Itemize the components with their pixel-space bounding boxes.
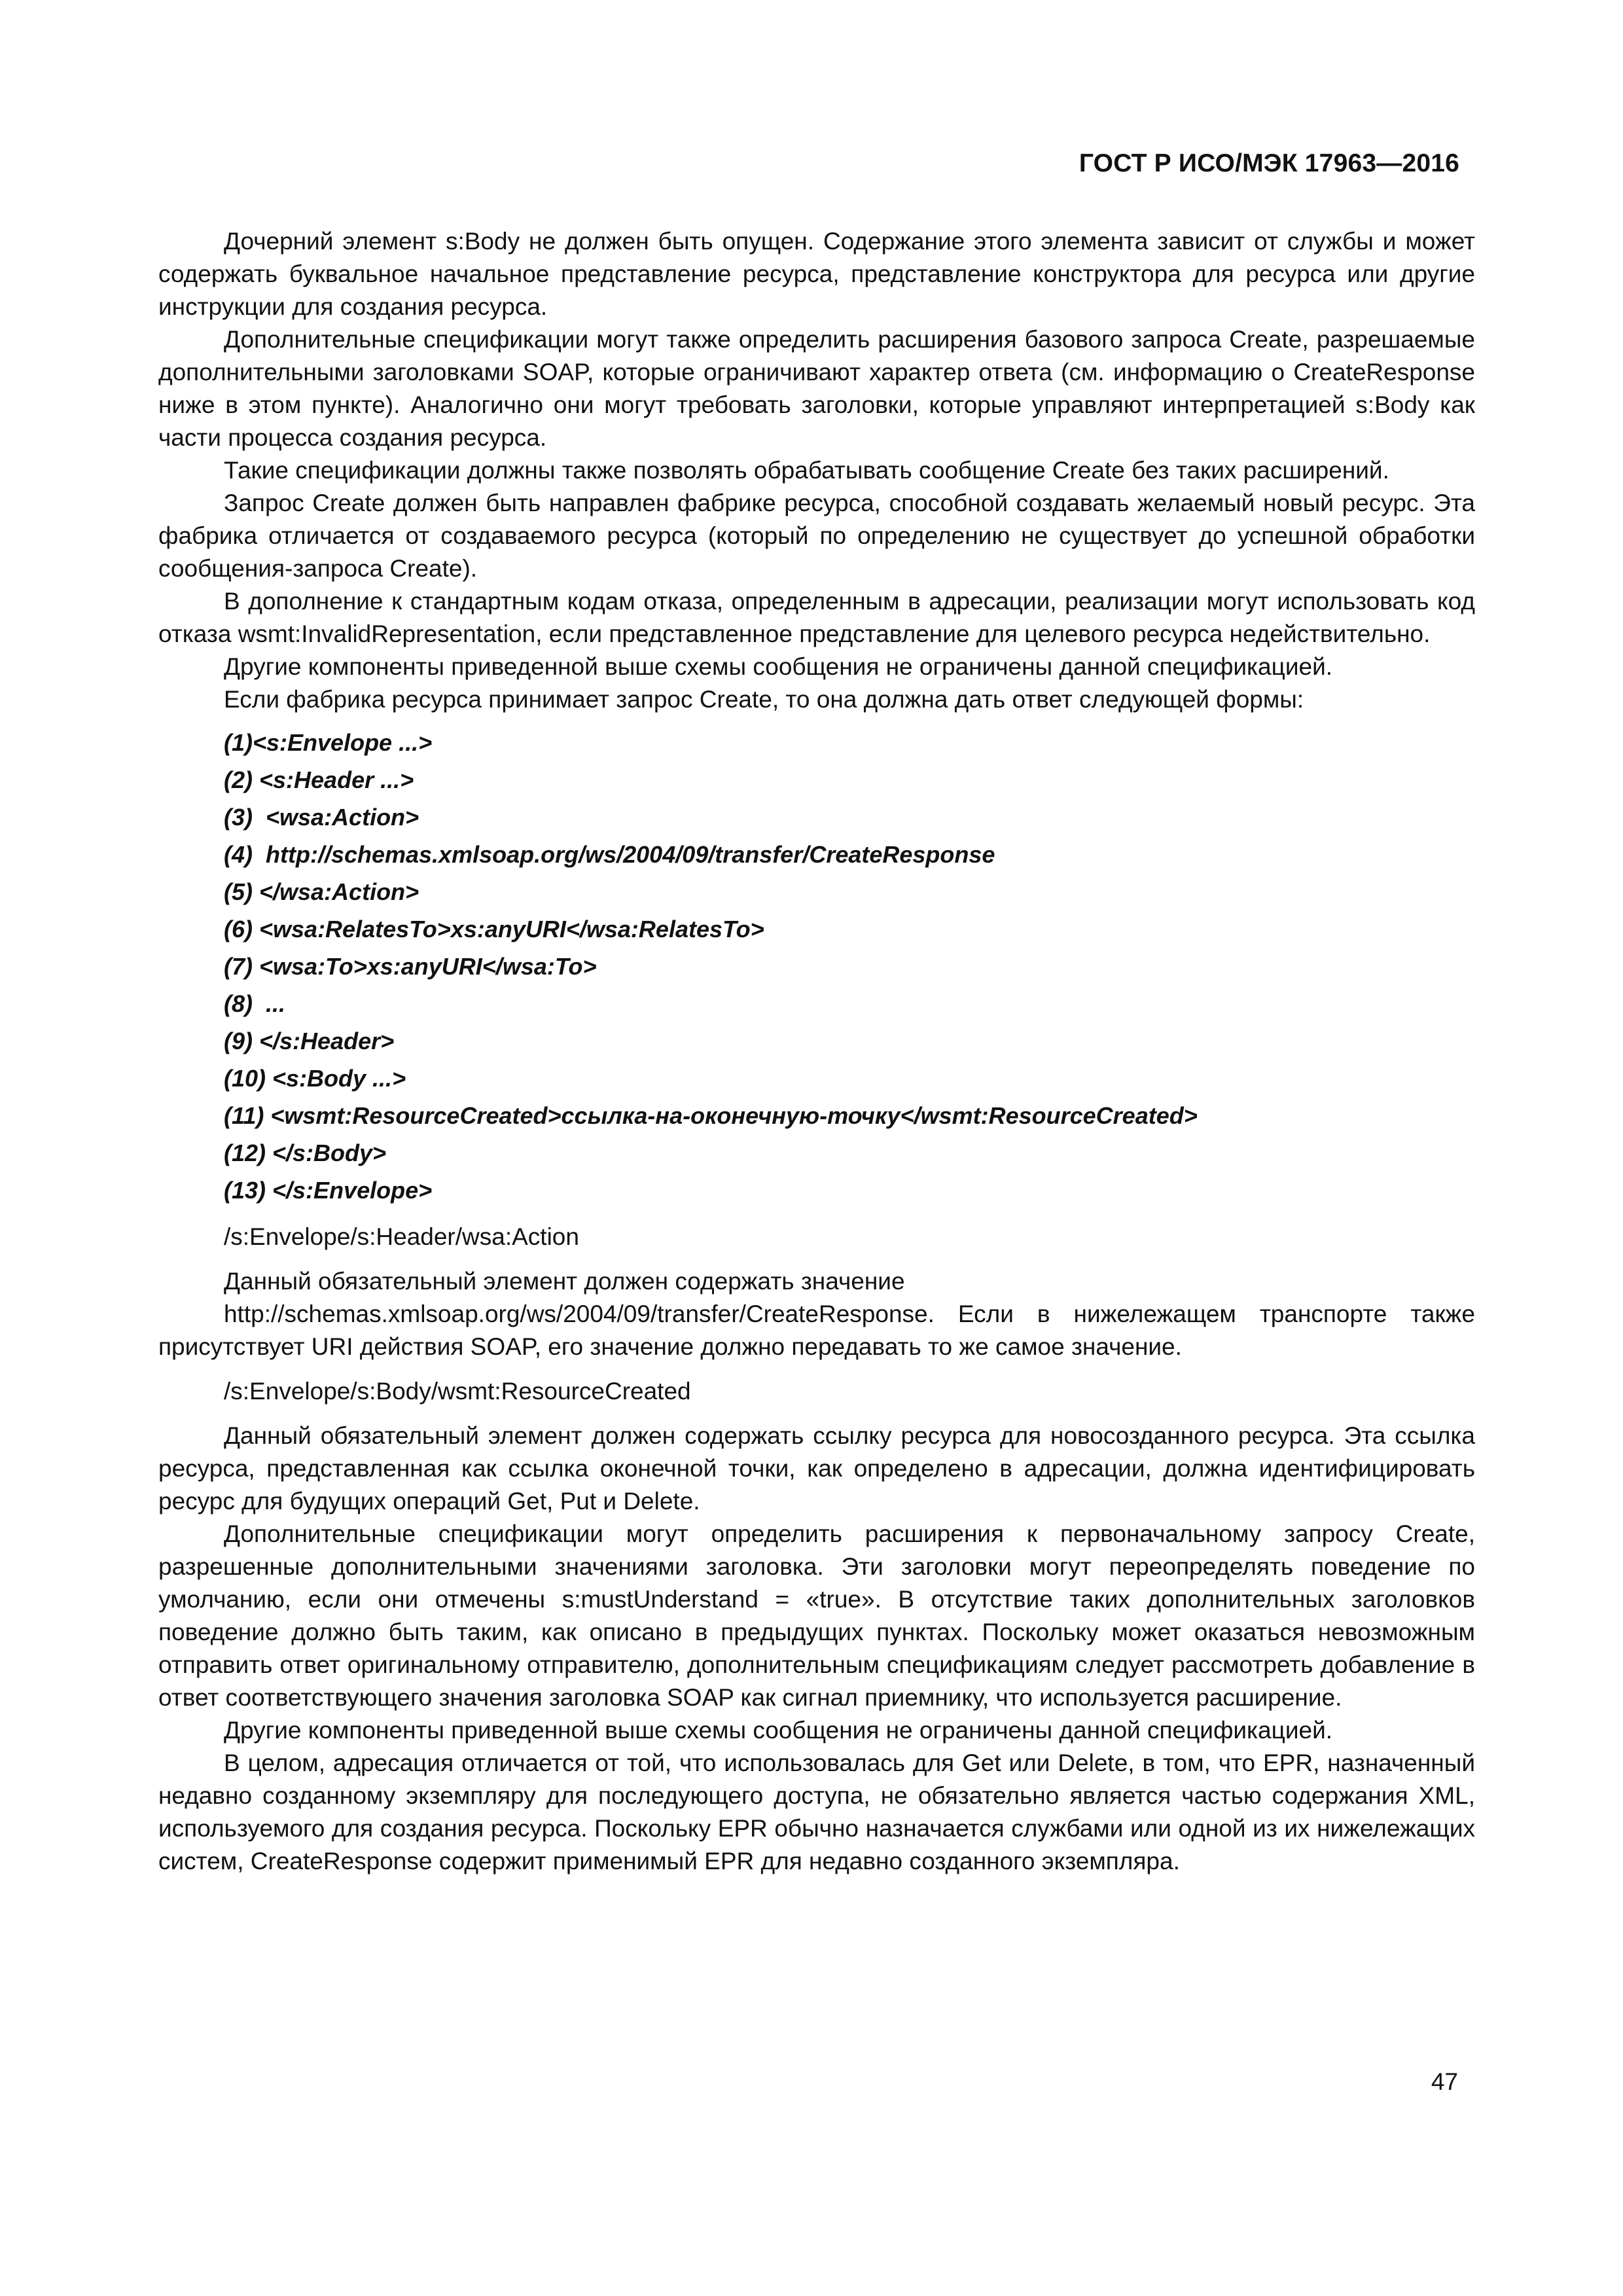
code-line: (13) </s:Envelope> [224, 1177, 433, 1204]
paragraph: Такие спецификации должны также позволять обрабатывать сообщение Create без таких расширений. [224, 457, 1389, 484]
code-line: (8) ... [224, 990, 286, 1017]
paragraph: http://schemas.xmlsoap.org/ws/2004/09/transfer/CreateResponse. Если в нижележащем транспорте также присутствует URI действия SOAP, его значение должно передавать то же самое значение. [158, 1300, 1475, 1360]
paragraph: В целом, адресация отличается от той, что использовалась для Get или Delete, в том, что EPR, назначенный недавно созданному экземпляру для последующего доступа, не обязательно является частью содержания XML, используемого для создания ресурса. Поскольку EPR обычно назначается службами или одной из их нижележащих систем, CreateResponse содержит применимый EPR для недавно созданного экземпляра. [158, 1749, 1475, 1874]
paragraph: Другие компоненты приведенной выше схемы сообщения не ограничены данной спецификацией. [224, 1717, 1333, 1744]
code-listing [158, 724, 1475, 1209]
code-line: (9) </s:Header> [224, 1028, 395, 1054]
code-line: (1)<s:Envelope ...> [224, 729, 433, 756]
paragraph: Дочерний элемент s:Body не должен быть опущен. Содержание этого элемента зависит от службы и может содержать буквальное начальное представление ресурса, представление конструктора для ресурса или другие инструкции для создания ресурса. [158, 228, 1475, 320]
paragraph: Другие компоненты приведенной выше схемы сообщения не ограничены данной спецификацией. [224, 653, 1333, 680]
code-line: (12) </s:Body> [224, 1139, 387, 1166]
code-line: (10) <s:Body ...> [224, 1065, 406, 1092]
code-line: (2) <s:Header ...> [224, 766, 414, 793]
paragraph: Дополнительные спецификации могут определить расширения к первоначальному запросу Create, разрешенные дополнительными значениями заголовка. Эти заголовки могут переопределять поведение по умолчанию, если они отмечены s:mustUnderstand = «true». В отсутствие таких дополнительных заголовков поведение должно быть таким, как описано в предыдущих пунктах. Поскольку может оказаться невозможным отправить ответ оригинальному отправителю, дополнительным спецификациям следует рассмотреть добавление в ответ соответствующего значения заголовка SOAP как сигнал приемнику, что используется расширение. [158, 1520, 1475, 1711]
paragraph: Дополнительные спецификации могут также определить расширения базового запроса Create, разрешаемые дополнительными заголовками SOAP, которые ограничивают характер ответа (см. информацию о CreateResponse ниже в этом пункте). Аналогично они могут требовать заголовки, которые управляют интерпретацией s:Body как части процесса создания ресурса. [158, 326, 1475, 451]
page-content [158, 225, 1475, 1878]
paragraph: Если фабрика ресурса принимает запрос Create, то она должна дать ответ следующей формы: [224, 686, 1304, 713]
code-line: (4) http://schemas.xmlsoap.org/ws/2004/09/transfer/CreateResponse [224, 841, 995, 868]
paragraph: Данный обязательный элемент должен содержать ссылку ресурса для новосозданного ресурса. Эта ссылка ресурса, представленная как ссылка оконечной точки, как определено в адресации, должна идентифицировать ресурс для будущих операций Get, Put и Delete. [158, 1422, 1475, 1515]
xpath-resource-created: /s:Envelope/s:Body/wsmt:ResourceCreated [224, 1378, 691, 1405]
paragraph: Запрос Create должен быть направлен фабрике ресурса, способной создавать желаемый новый ресурс. Эта фабрика отличается от создаваемого ресурса (который по определению не существует до успешной обработки сообщения-запроса Create). [158, 490, 1475, 582]
xpath-action: /s:Envelope/s:Header/wsa:Action [224, 1223, 579, 1250]
code-line: (6) <wsa:RelatesTo>xs:anyURI</wsa:RelatesTo> [224, 916, 764, 942]
code-line: (3) <wsa:Action> [224, 804, 419, 831]
page-number: 47 [1431, 2068, 1458, 2095]
paragraph: В дополнение к стандартным кодам отказа, определенным в адресации, реализации могут использовать код отказа wsmt:InvalidRepresentation, если представленное представление для целевого ресурса недействительно. [158, 588, 1475, 647]
code-line: (5) </wsa:Action> [224, 878, 419, 905]
code-line: (7) <wsa:To>xs:anyURI</wsa:To> [224, 953, 597, 980]
code-line: (11) <wsmt:ResourceCreated>ссылка-на-оконечную-точку</wsmt:ResourceCreated> [224, 1102, 1198, 1129]
paragraph: Данный обязательный элемент должен содержать значение [224, 1268, 905, 1295]
standard-header: ГОСТ Р ИСО/МЭК 17963—2016 [1079, 149, 1459, 177]
